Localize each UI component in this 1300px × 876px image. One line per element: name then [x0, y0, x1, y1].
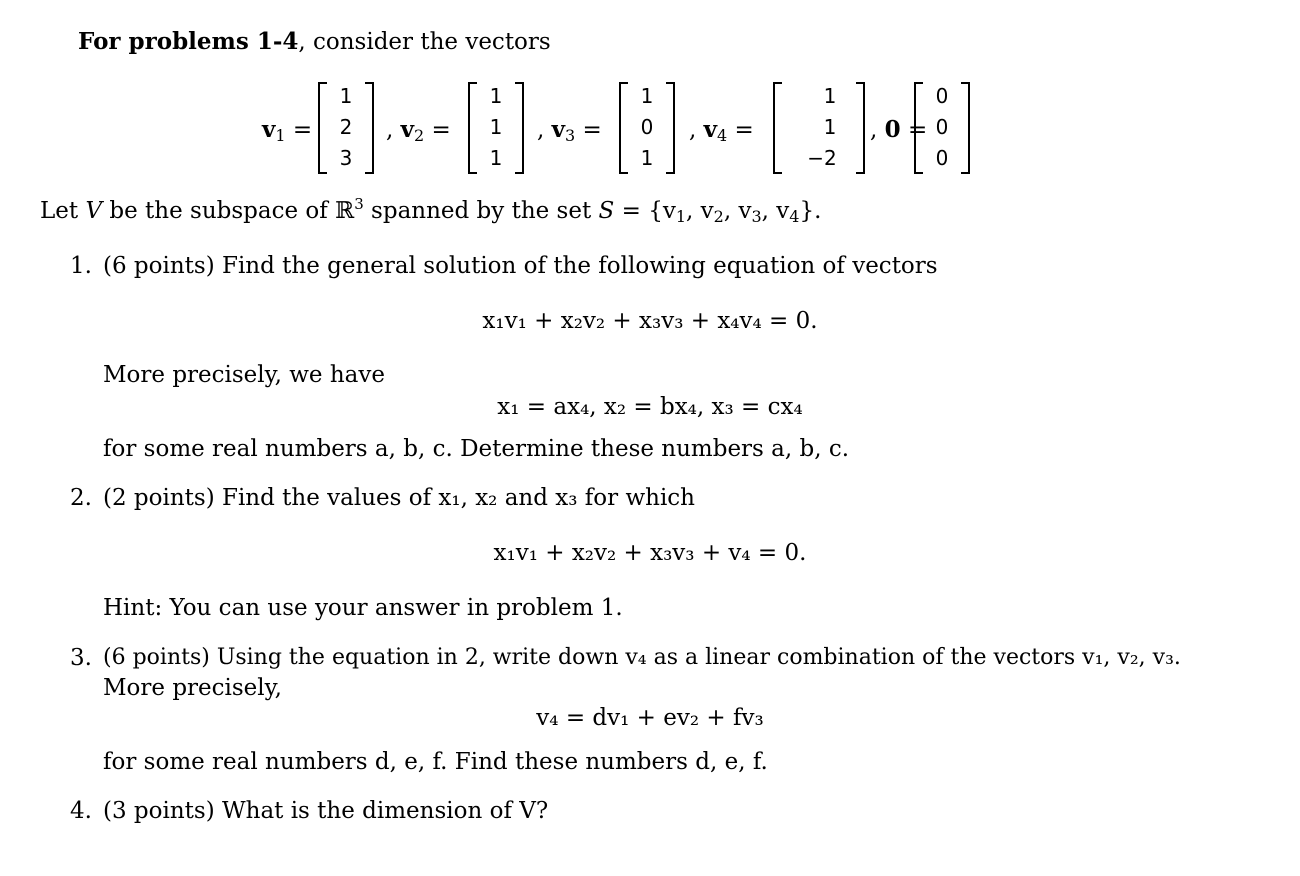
problem-1-tail: for some real numbers a, b, c. Determine these numbers a, b, c.: [103, 436, 850, 462]
vector-v2-label: , $v_2$ =: [386, 116, 451, 145]
problem-1-equation: x₁v₁ + x₂v₂ + x₃v₃ + x₄v₄ = 0.: [482, 308, 818, 334]
matrix-entry: 1: [489, 115, 503, 139]
subspace-definition: Let V be the subspace of ℝ$^3$ spanned by the set $S = \{v_1$, $v_2$, $v_3$, $v_4$}.: [40, 195, 822, 226]
matrix-entry: 0: [640, 115, 654, 139]
intro-line: [78, 28, 551, 56]
vector-v4-matrix: [773, 82, 865, 172]
problem-2-equation: x₁v₁ + x₂v₂ + x₃v₃ + v₄ = 0.: [493, 540, 807, 566]
problem-3-equation: v₄ = dv₁ + ev₂ + fv₃: [536, 705, 764, 731]
problem-2-number: 2.: [70, 485, 92, 511]
problem-4-number: 4.: [70, 798, 92, 824]
vector-v1-matrix: [318, 82, 374, 172]
problem-3-more: More precisely,: [103, 675, 282, 701]
problem-1-relations: x₁ = ax₄, x₂ = bx₄, x₃ = cx₄: [497, 394, 803, 420]
problem-3-tail: for some real numbers d, e, f. Find these numbers d, e, f.: [103, 749, 768, 775]
vector-v4-label: , $v_4$ =: [689, 116, 754, 145]
matrix-entry: 1: [640, 84, 654, 108]
matrix-entry: 1: [640, 146, 654, 170]
matrix-entry: 1: [339, 84, 353, 108]
vector-v3-matrix: [619, 82, 675, 172]
matrix-entry: 0: [935, 84, 949, 108]
matrix-entry: 1: [823, 115, 837, 139]
matrix-entry: −2: [807, 146, 837, 170]
matrix-entry: 0: [935, 115, 949, 139]
matrix-entry: 1: [489, 146, 503, 170]
problem-4-text: (3 points) What is the dimension of V?: [103, 798, 549, 824]
vector-v1-label: $v_1$ =: [262, 116, 313, 145]
matrix-entry: 2: [339, 115, 353, 139]
matrix-entry: 3: [339, 146, 353, 170]
problem-2-hint: Hint: You can use your answer in problem 1.: [103, 595, 623, 621]
problem-1-more: More precisely, we have: [103, 362, 385, 388]
matrix-entry: 0: [935, 146, 949, 170]
problem-3-text: (6 points) Using the equation in 2, write down v₄ as a linear combination of the vectors v₁, v₂, v₃.: [103, 645, 1181, 670]
matrix-entry: 1: [823, 84, 837, 108]
problem-3-number: 3.: [70, 645, 92, 671]
problem-1-text: (6 points) Find the general solution of the following equation of vectors: [103, 253, 938, 279]
matrix-entry: 1: [489, 84, 503, 108]
intro-lead: For problems 1-4: [78, 28, 299, 55]
vector-zero-label: , 0 =: [870, 116, 928, 143]
intro-rest: , consider the vectors: [298, 29, 551, 55]
problem-2-text: (2 points) Find the values of x₁, x₂ and x₃ for which: [103, 485, 695, 511]
vector-zero-matrix: [914, 82, 970, 172]
vector-v3-label: , $v_3$ =: [537, 116, 602, 145]
vector-v2-matrix: [468, 82, 524, 172]
problem-1-number: 1.: [70, 253, 92, 279]
